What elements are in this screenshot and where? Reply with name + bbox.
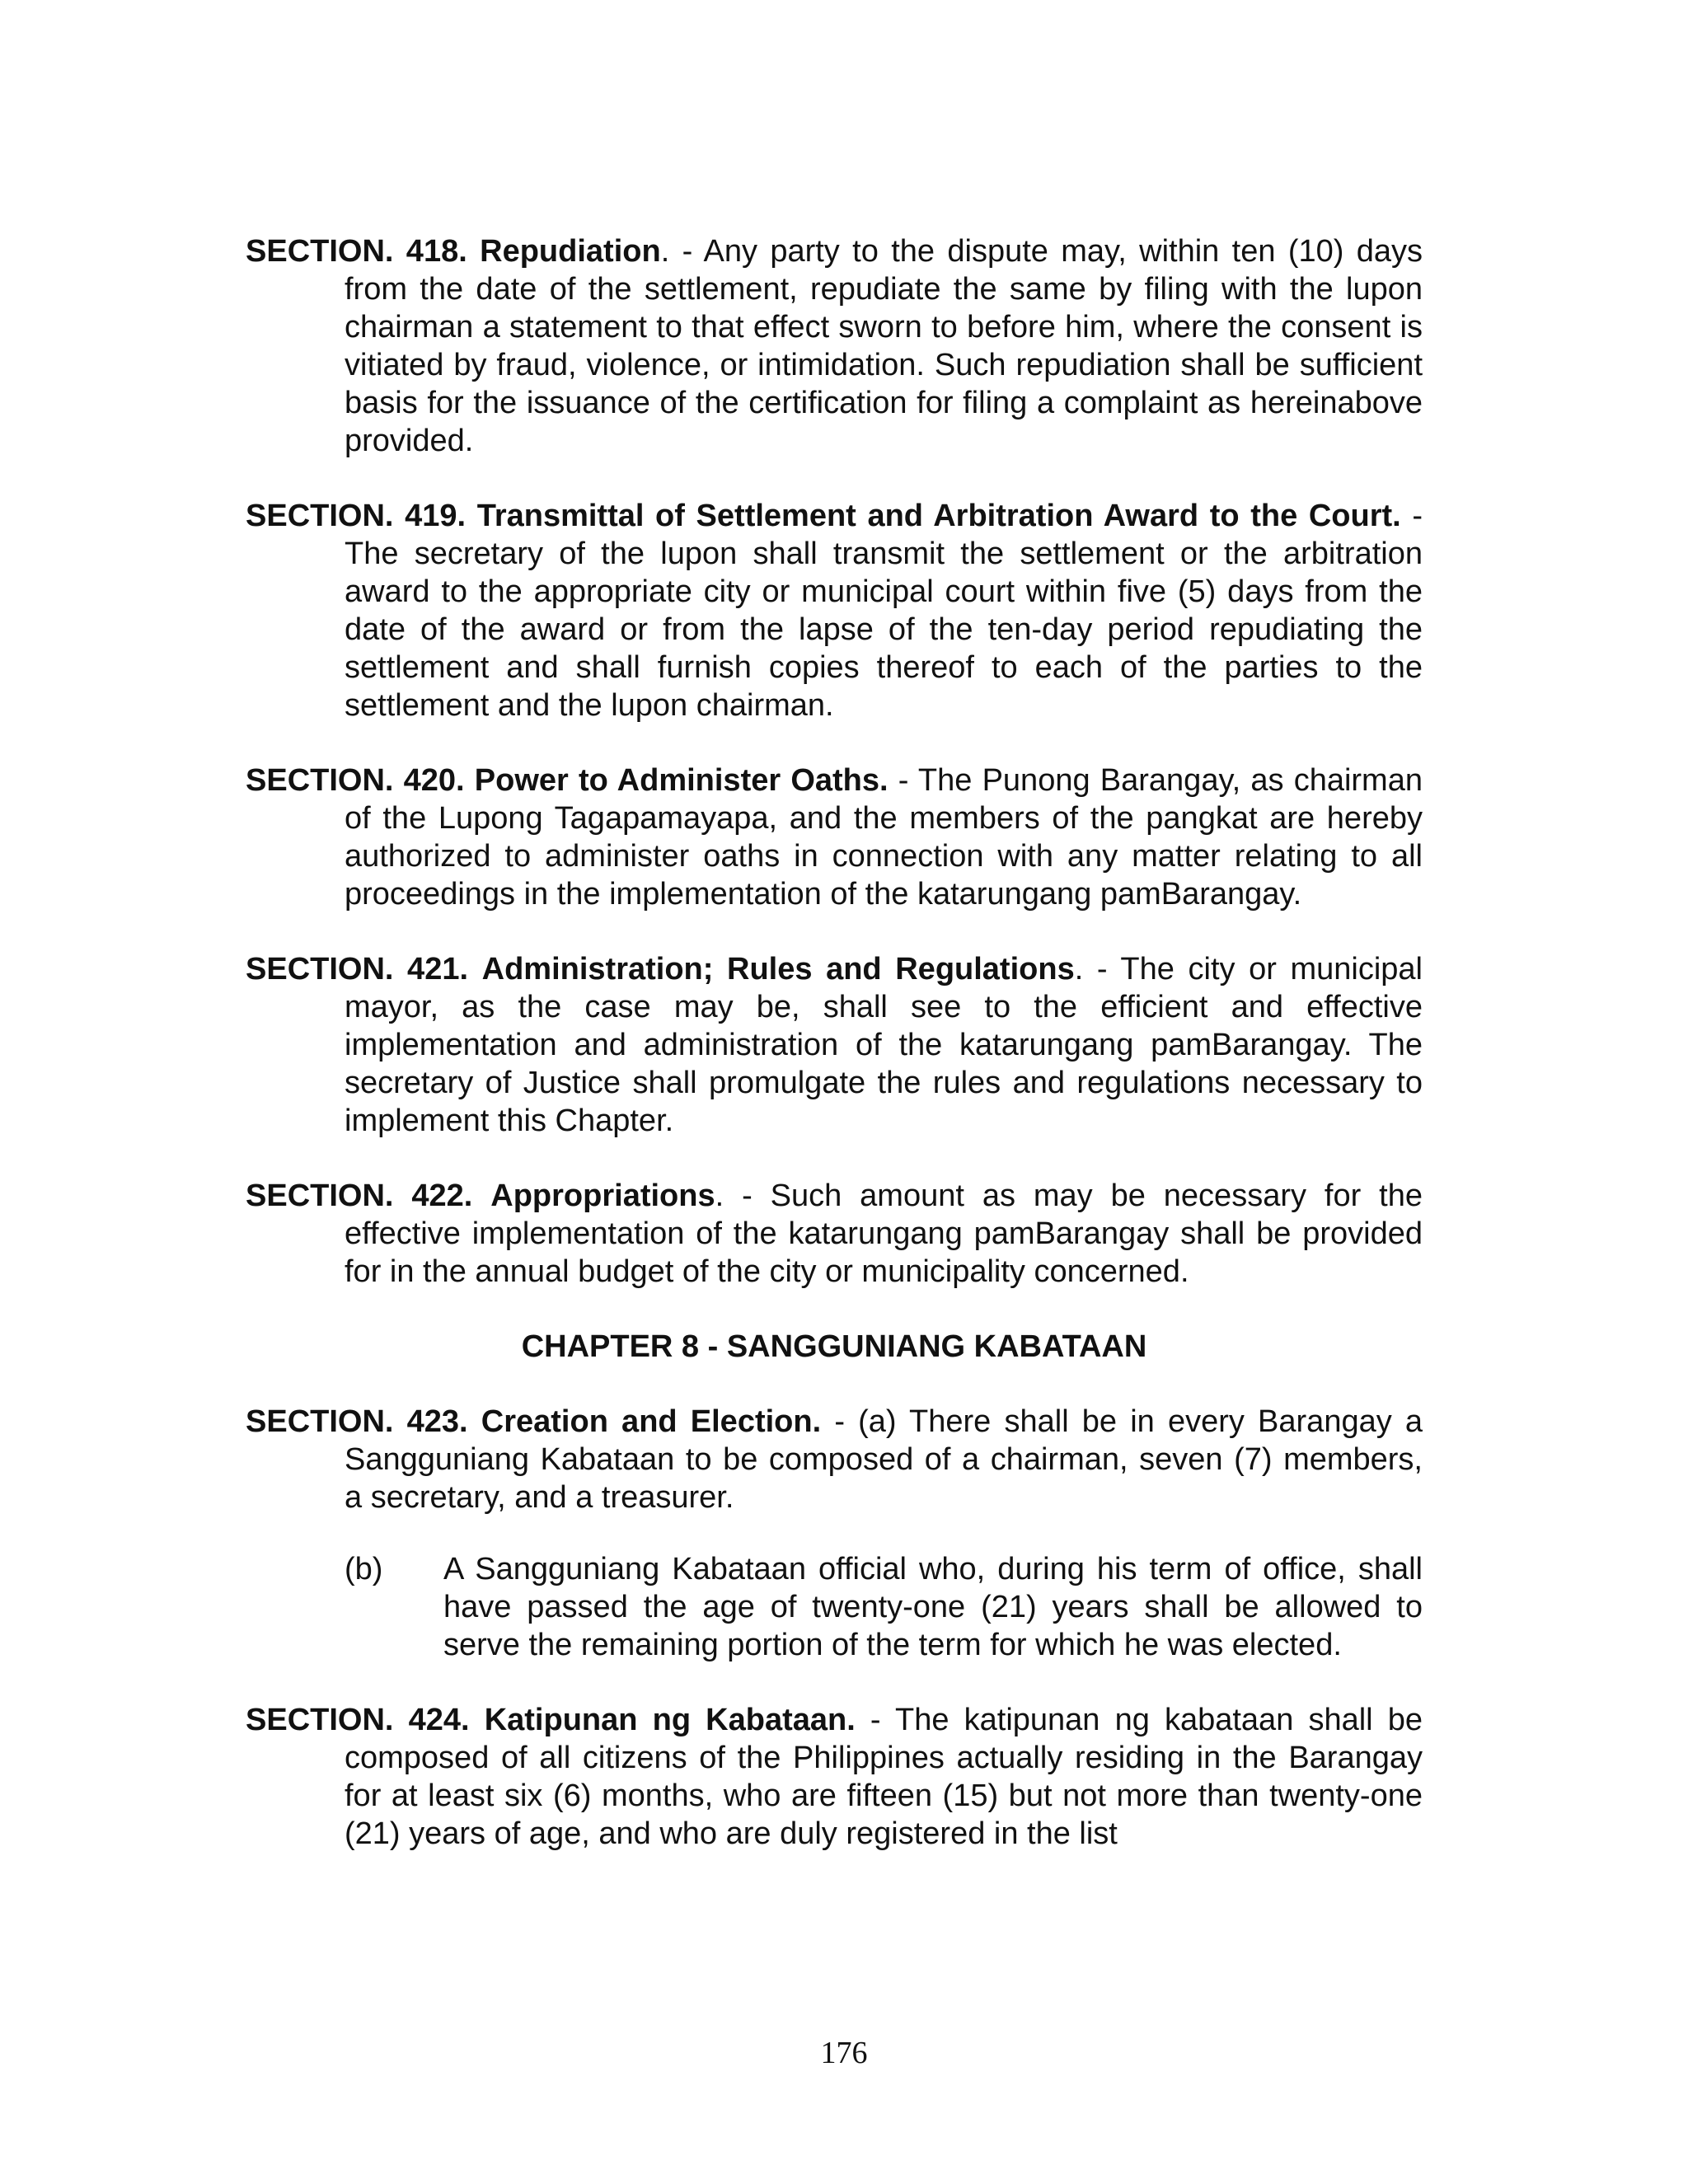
section-421 (246, 950, 1423, 1140)
section-423 (246, 1403, 1423, 1516)
section-420-number: SECTION. 420. (246, 763, 465, 798)
subitem-marker: (b) (345, 1552, 383, 1586)
section-423-heading: Creation and Election. (481, 1404, 822, 1439)
section-422-number: SECTION. 422. (246, 1179, 473, 1213)
section-423-number: SECTION. 423. (246, 1404, 468, 1439)
section-421-number: SECTION. 421. (246, 952, 469, 987)
section-419-number: SECTION. 419. (246, 499, 467, 533)
section-424-text: - The katipunan ng kabataan shall be composed of all citizens of the Philippines actually residing in the Barangay for at least six (6) months, who are fifteen (15) but not more than twenty-one (21) years of age, and who are duly registered in the list (345, 1703, 1423, 1851)
section-419-text: - The secretary of the lupon shall transmit the settlement or the arbitration award to the appropriate city or municipal court within five (5) days from the date of the award or from the lapse of the ten-day period repudiating the settlement and shall furnish copies thereof to each of the parties to the settlement and the lupon chairman. (345, 499, 1423, 723)
section-418-number: SECTION. 418. (246, 234, 467, 269)
section-420-heading: Power to Administer Oaths. (474, 763, 889, 798)
document-body (246, 232, 1423, 1890)
section-420 (246, 762, 1423, 913)
section-418-heading: Repudiation (480, 234, 661, 269)
section-420-text: - The Punong Barangay, as chairman of the Lupong Tagapamayapa, and the members of the pangkat are hereby authorized to administer oaths in connection with any matter relating to all proceedings in the implementation of the katarungang pamBarangay. (345, 763, 1423, 912)
chapter-heading: CHAPTER 8 - SANGGUNIANG KABATAAN (521, 1329, 1147, 1364)
section-424-number: SECTION. 424. (246, 1703, 470, 1737)
page-number: 176 (820, 2036, 868, 2070)
section-419-heading: Transmittal of Settlement and Arbitration Award to the Court. (476, 499, 1401, 533)
section-421-heading: Administration; Rules and Regulations (481, 952, 1075, 987)
section-422-heading: Appropriations (490, 1179, 715, 1213)
section-421-text: . - The city or municipal mayor, as the case may be, shall see to the efficient and effective implementation and administration of the katarungang pamBarangay. The secretary of Justice shall promulgate the rules and regulations necessary to implement this Chapter. (345, 952, 1423, 1138)
section-424-heading: Katipunan ng Kabataan. (484, 1703, 856, 1737)
section-423-subitem-b (345, 1550, 1423, 1664)
section-424 (246, 1701, 1423, 1853)
subitem-text: A Sangguniang Kabataan official who, during his term of office, shall have passed the age of twenty-one (21) years shall be allowed to serve the remaining portion of the term for which he was elected. (443, 1552, 1423, 1662)
section-419 (246, 497, 1423, 724)
section-418 (246, 232, 1423, 460)
section-422-text: . - Such amount as may be necessary for the effective implementation of the katarungang pamBarangay shall be provided for in the annual budget of the city or municipality concerned. (345, 1179, 1423, 1289)
section-418-text: . - Any party to the dispute may, within ten (10) days from the date of the settlement, repudiate the same by filing with the lupon chairman a statement to that effect sworn to before him, where the consent is vitiated by fraud, violence, or intimidation. Such repudiation shall be sufficient basis for the issuance of the certification for filing a complaint as hereinabove provided. (345, 234, 1423, 458)
section-423-text: - (a) There shall be in every Barangay a Sangguniang Kabataan to be composed of a chairman, seven (7) members, a secretary, and a treasurer. (345, 1404, 1423, 1515)
section-422 (246, 1177, 1423, 1291)
